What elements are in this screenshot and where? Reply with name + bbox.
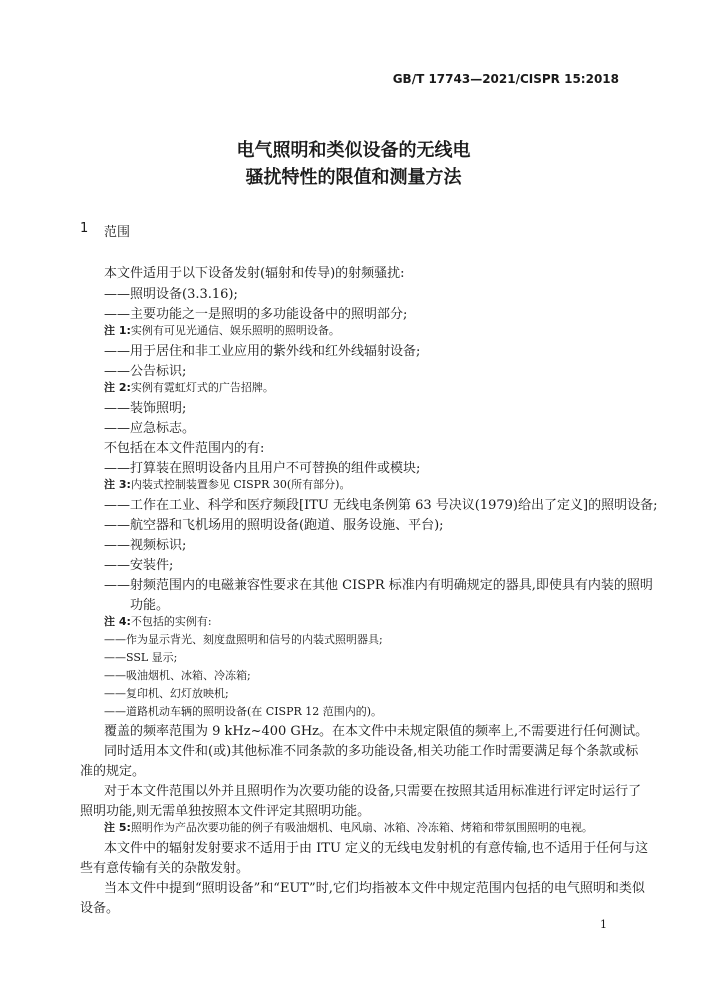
note-text: 内装式控制装置参见 CISPR 30(所有部分)。 [130,478,351,491]
list-item: ——工作在工业、科学和医疗频段[ITU 无线电条例第 63 号决议(1979)给出了定义]的照明设备; [104,498,658,513]
note-label: 注 4: [104,615,131,628]
list-item: ——打算装在照明设备内且用户不可替换的组件或模块; [104,461,421,476]
note-3 [104,476,350,492]
list-item: ——用于居住和非工业应用的紫外线和红外线辐射设备; [104,344,421,359]
page-number: 1 [600,918,607,931]
note-label: 注 5: [104,821,131,834]
page-title-line-1: 电气照明和类似设备的无线电 [236,140,471,161]
list-item: ——视频标识; [104,538,187,553]
note-list-item: ——复印机、幻灯放映机; [104,687,229,700]
paragraph-continuation: 些有意传输有关的杂散发射。 [80,861,250,876]
note-list-item: ——吸油烟机、冰箱、冷冻箱; [104,669,251,682]
standard-code: GB/T 17743—2021/CISPR 15:2018 [392,72,619,86]
note-1 [104,322,340,338]
paragraph-continuation: 照明功能,则无需单独按照本文件评定其照明功能。 [80,804,371,819]
list-item: ——照明设备(3.3.16); [104,287,238,302]
page-title-line-2: 骚扰特性的限值和测量方法 [245,167,462,188]
note-label: 注 3: [104,478,131,491]
note-label: 注 1: [104,324,131,337]
note-list-item: ——SSL 显示; [104,651,178,664]
exclusion-intro: 不包括在本文件范围内的有: [104,441,265,456]
note-5 [104,819,593,835]
list-item-continuation: 功能。 [130,598,170,613]
list-item: ——应急标志。 [104,421,196,436]
section-heading: 范围 [104,225,131,240]
note-text: 实例有霓虹灯式的广告招牌。 [130,381,274,394]
section-number: 1 [80,221,89,236]
note-2 [104,379,274,395]
list-item: ——主要功能之一是照明的多功能设备中的照明部分; [104,307,408,322]
list-item: ——公告标识; [104,364,187,379]
paragraph-continuation: 设备。 [80,901,120,916]
note-text: 不包括的实例有: [130,615,212,628]
note-text: 照明作为产品次要功能的例子有吸油烟机、电风扇、冰箱、冷冻箱、烤箱和带氛围照明的电视。 [130,821,593,834]
paragraph: 对于本文件范围以外并且照明作为次要功能的设备,只需要在按照其适用标准进行评定时运行了 [104,784,642,799]
list-item: ——装饰照明; [104,401,187,416]
note-list-item: ——道路机动车辆的照明设备(在 CISPR 12 范围内的)。 [104,705,383,718]
note-label: 注 2: [104,381,131,394]
scope-intro: 本文件适用于以下设备发射(辐射和传导)的射频骚扰: [104,266,405,281]
list-item: ——航空器和飞机场用的照明设备(跑道、服务设施、平台); [104,518,444,533]
paragraph: 覆盖的频率范围为 9 kHz~400 GHz。在本文件中未规定限值的频率上,不需要进行任何测试。 [104,724,649,739]
note-list-item: ——作为显示背光、刻度盘照明和信号的内装式照明器具; [104,633,383,646]
paragraph: 本文件中的辐射发射要求不适用于由 ITU 定义的无线电发射机的有意传输,也不适用于任何与这 [104,841,649,856]
list-item: ——安装件; [104,558,174,573]
note-text: 实例有可见光通信、娱乐照明的照明设备。 [130,324,340,337]
note-4 [104,613,212,629]
paragraph: 同时适用本文件和(或)其他标准不同条款的多功能设备,相关功能工作时需要满足每个条款或标 [104,744,639,759]
paragraph-continuation: 准的规定。 [80,764,146,779]
paragraph: 当本文件中提到“照明设备”和“EUT”时,它们均指被本文件中规定范围内包括的电气照明和类似 [104,881,645,896]
list-item: ——射频范围内的电磁兼容性要求在其他 CISPR 标准内有明确规定的器具,即使具有内装的照明 [104,578,653,593]
